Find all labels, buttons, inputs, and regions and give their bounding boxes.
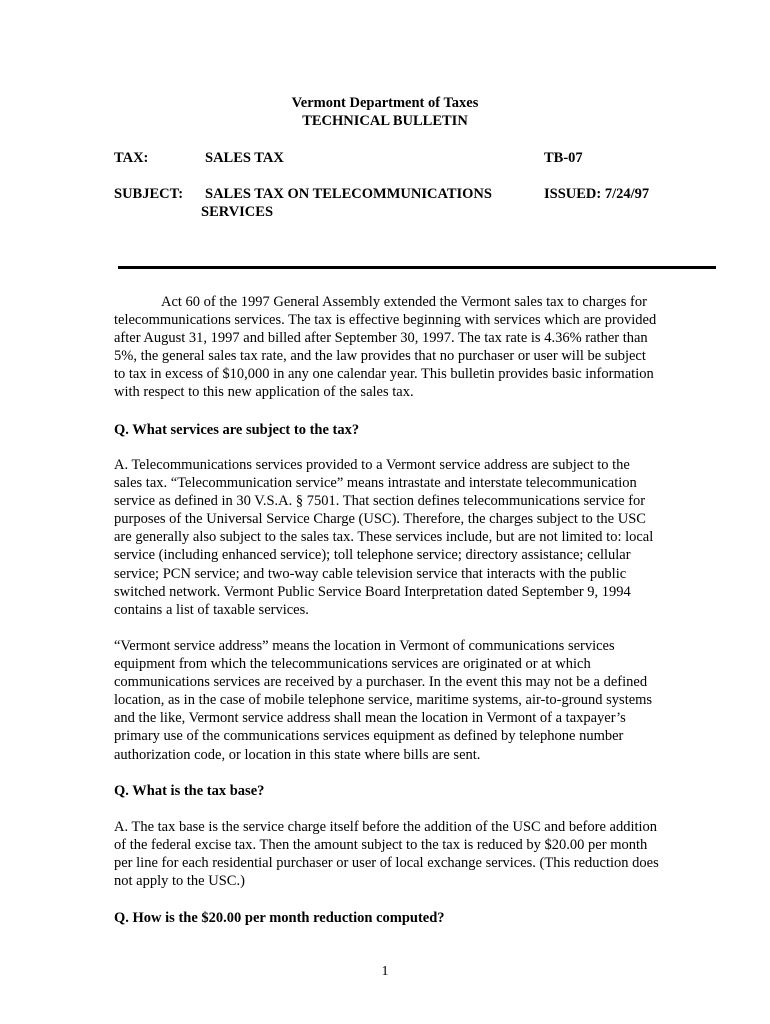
header-divider (118, 266, 716, 269)
bulletin-title: TECHNICAL BULLETIN (302, 113, 468, 129)
page-number: 1 (381, 964, 389, 979)
subject-value-line2: SERVICES (201, 204, 274, 220)
tax-label: TAX: (114, 150, 149, 166)
subject-label: SUBJECT: (114, 186, 184, 202)
question-2: Q. What is the tax base? (114, 783, 265, 799)
answer-2: A. The tax base is the service charge itself before the addition of the USC and before addition of the federal excise tax. Then the amount subject to the tax is reduced by $20.00 per month per line for each residential purchaser or user of local exchange services. (This reduction does not apply to the USC.) (114, 819, 659, 890)
intro-paragraph: Act 60 of the 1997 General Assembly extended the Vermont sales tax to charges for telecommunications services. The tax is effective beginning with services which are provided after August 31, 1997 and billed after September 30, 1997. The tax rate is 4.36% rather than 5%, the general sales tax rate, and the law provides that no purchaser or user will be subject to tax in excess of $10,000 in any one calendar year. This bulletin provides basic information with respect to this new application of the sales tax. (114, 294, 657, 401)
subject-value-line1: SALES TAX ON TELECOMMUNICATIONS (205, 186, 492, 202)
answer-1-continued: “Vermont service address” means the location in Vermont of communications services equipment from which the telecommunications services are originated or at which communications services are received by a purchaser. In the event this may not be a defined location, as in the case of mobile telephone service, maritime systems, air-to-ground systems and the like, Vermont service address shall mean the location in Vermont of a taxpayer’s primary use of the communications services equipment as defined by telephone number authorization code, or location in this state where bills are sent. (114, 638, 653, 763)
question-3: Q. How is the $20.00 per month reduction computed? (114, 910, 445, 926)
question-1: Q. What services are subject to the tax? (114, 422, 360, 438)
tax-value: SALES TAX (205, 150, 284, 166)
department-title: Vermont Department of Taxes (291, 95, 479, 111)
answer-1: A. Telecommunications services provided to a Vermont service address are subject to the sales tax. “Telecommunication service” means intrastate and interstate telecommunication service as defined in 30 V.S.A. § 7501. That section defines telecommunications service for purposes of the Universal Service Charge (USC). Therefore, the charges subject to the USC are generally also subject to the sales tax. These services include, but are not limited to: local service (including enhanced service); toll telephone service; directory assistance; cellular service; PCN service; and two-way cable television service that interacts with the public switched network. Vermont Public Service Board Interpretation dated September 9, 1994 contains a list of taxable services. (114, 457, 654, 618)
issued-date: ISSUED: 7/24/97 (544, 186, 650, 202)
bulletin-number: TB-07 (544, 150, 583, 166)
